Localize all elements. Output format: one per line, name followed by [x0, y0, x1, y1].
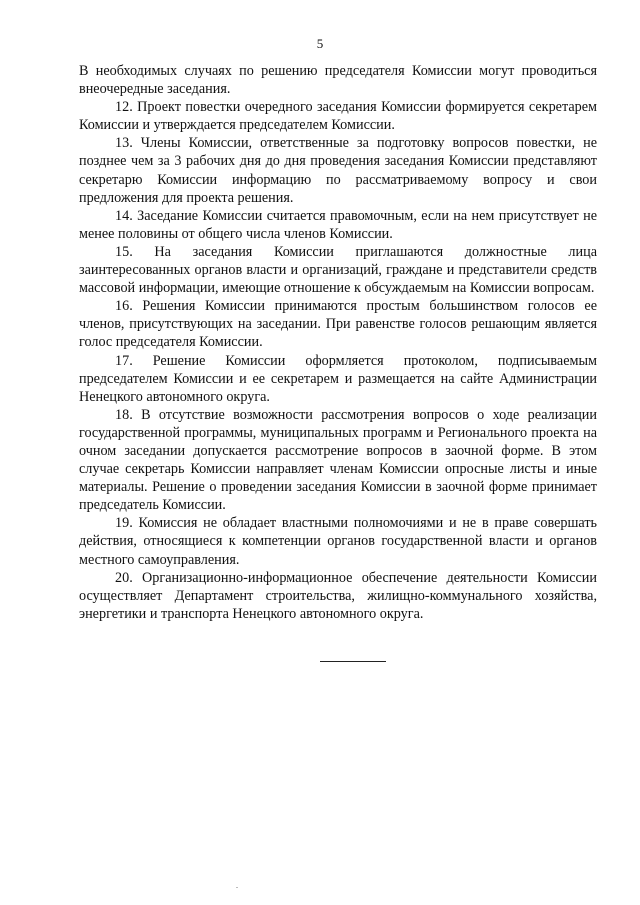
paragraph-14: 14. Заседание Комиссии считается правомочным, если на нем присутствует не менее половины от общего числа членов Комиссии.	[79, 207, 597, 242]
paragraph-12: 12. Проект повестки очередного заседания Комиссии формируется секретарем Комиссии и утверждается председателем Комиссии.	[79, 99, 597, 134]
paragraph-19: 19. Комиссия не обладает властными полномочиями и не в праве совершать действия, относящиеся к компетенции органов государственной власти и органов местного самоуправления.	[79, 515, 597, 568]
document-body	[79, 62, 597, 623]
paragraph-13: 13. Члены Комиссии, ответственные за подготовку вопросов повестки, не позднее чем за 3 рабочих дня до дня проведения заседания Комиссии представляют секретарю Комиссии информацию по рассматриваемому вопросу и свои предложения для проекта решения.	[79, 135, 597, 206]
end-divider-line	[320, 661, 386, 662]
page-number: 5	[316, 36, 324, 51]
paragraph-16: 16. Решения Комиссии принимаются простым большинством голосов ее членов, присутствующих на заседании. При равенстве голосов решающим является голос председателя Комиссии.	[79, 298, 597, 351]
paragraph-18: 18. В отсутствие возможности рассмотрения вопросов о ходе реализации государственной программы, муниципальных программ и Регионального проекта на очном заседании допускается рассмотрение вопросов в заочной форме. В этом случае секретарь Комиссии направляет членам Комиссии опросные листы и иные материалы. Решение о проведении заседания Комиссии в заочной форме принимает председатель Комиссии.	[79, 406, 597, 514]
paragraph-17: 17. Решение Комиссии оформляется протоколом, подписываемым председателем Комиссии и ее секретарем и размещается на сайте Администрации Ненецкого автономного округа.	[79, 352, 597, 405]
paragraph-15: 15. На заседания Комиссии приглашаются должностные лица заинтересованных органов власти и организаций, граждане и представители средств массовой информации, имеющие отношение к обсуждаемым на Комиссии вопросам.	[79, 243, 597, 297]
paragraph-20: 20. Организационно-информационное обеспечение деятельности Комиссии осуществляет Департамент строительства, жилищно-коммунального хозяйства, энергетики и транспорта Ненецкого автономного округа.	[79, 569, 597, 622]
paragraph-continuation: В необходимых случаях по решению председателя Комиссии могут проводиться внеочередные заседания.	[79, 63, 597, 98]
scan-artifact	[236, 887, 238, 888]
